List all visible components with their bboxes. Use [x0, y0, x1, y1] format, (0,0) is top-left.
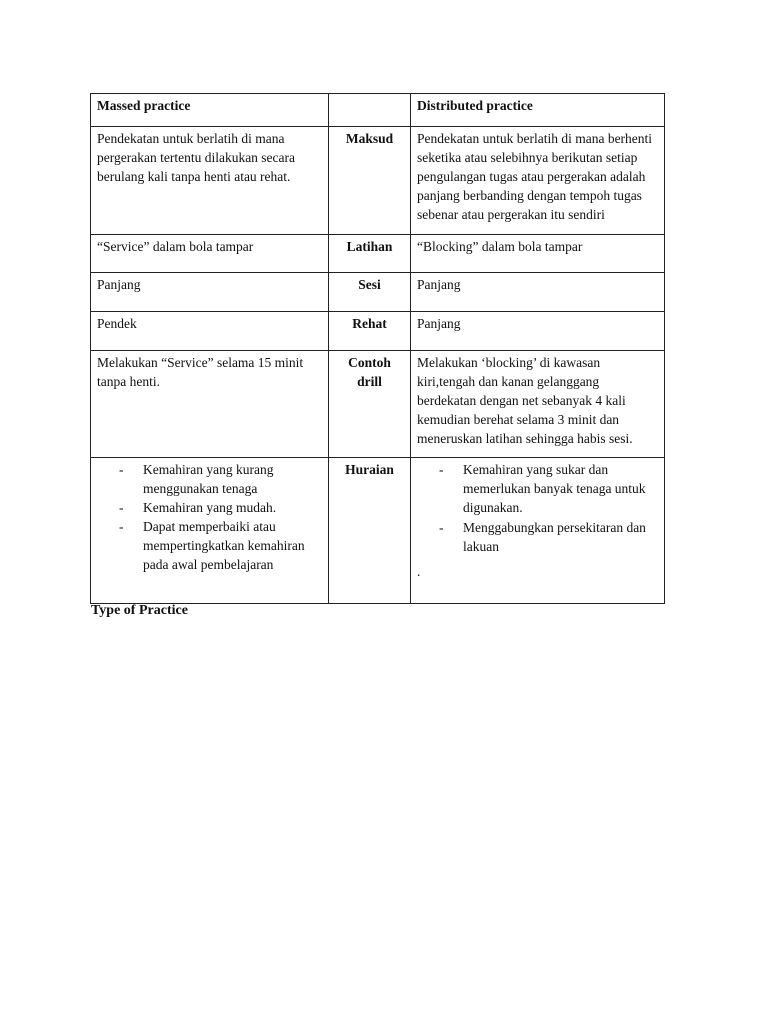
header-distributed-practice: Distributed practice: [411, 94, 665, 127]
massed-cell: “Service” dalam bola tampar: [91, 235, 329, 273]
table-header-row: [91, 94, 665, 127]
distributed-cell: Pendekatan untuk berlatih di mana berhenti seketika atau selebihnya berikutan setiap pengulangan tugas atau pergerakan adalah panjang berbanding dengan tempoh tugas sebenar atau pergerakan itu sendiri: [411, 127, 665, 235]
massed-cell: [91, 458, 329, 604]
table-row: [91, 458, 665, 604]
row-label: Latihan: [329, 235, 411, 273]
row-label: Sesi: [329, 273, 411, 312]
list-item: - Menggabungkan persekitaran dan lakuan: [417, 518, 658, 556]
trailing-period: .: [417, 564, 421, 579]
massed-cell: Panjang: [91, 273, 329, 312]
header-empty-cell: [329, 94, 411, 127]
massed-huraian-list: [97, 460, 322, 574]
list-item: - Dapat memperbaiki atau mempertingkatkan kemahiran pada awal pembelajaran: [97, 517, 322, 574]
row-label: Maksud: [329, 127, 411, 235]
massed-cell: Pendek: [91, 312, 329, 351]
table-row: [91, 312, 665, 351]
practice-comparison-table: [90, 93, 665, 604]
table-row: [91, 273, 665, 312]
massed-cell: Melakukan “Service” selama 15 minit tanpa henti.: [91, 351, 329, 458]
distributed-cell: [411, 458, 665, 604]
list-item: - Kemahiran yang sukar dan memerlukan banyak tenaga untuk digunakan.: [417, 460, 658, 517]
table-row: [91, 235, 665, 273]
row-label: Rehat: [329, 312, 411, 351]
row-label: Contoh drill: [329, 351, 411, 458]
list-item: - Kemahiran yang mudah.: [97, 498, 322, 517]
row-label: Huraian: [329, 458, 411, 604]
header-massed-practice: Massed practice: [91, 94, 329, 127]
distributed-cell: Melakukan ‘blocking’ di kawasan kiri,tengah dan kanan gelanggang berdekatan dengan net sebanyak 4 kali kemudian berehat selama 3 minit dan meneruskan latihan sehingga habis sesi.: [411, 351, 665, 458]
distributed-cell: Panjang: [411, 273, 665, 312]
table-row: [91, 351, 665, 458]
list-item: - Kemahiran yang kurang menggunakan tenaga: [97, 460, 322, 498]
massed-cell: Pendekatan untuk berlatih di mana pergerakan tertentu dilakukan secara berulang kali tanpa henti atau rehat.: [91, 127, 329, 235]
table-row: [91, 127, 665, 235]
distributed-cell: “Blocking” dalam bola tampar: [411, 235, 665, 273]
distributed-huraian-list: [417, 460, 658, 556]
distributed-cell: Panjang: [411, 312, 665, 351]
table-caption: Type of Practice: [91, 603, 188, 618]
